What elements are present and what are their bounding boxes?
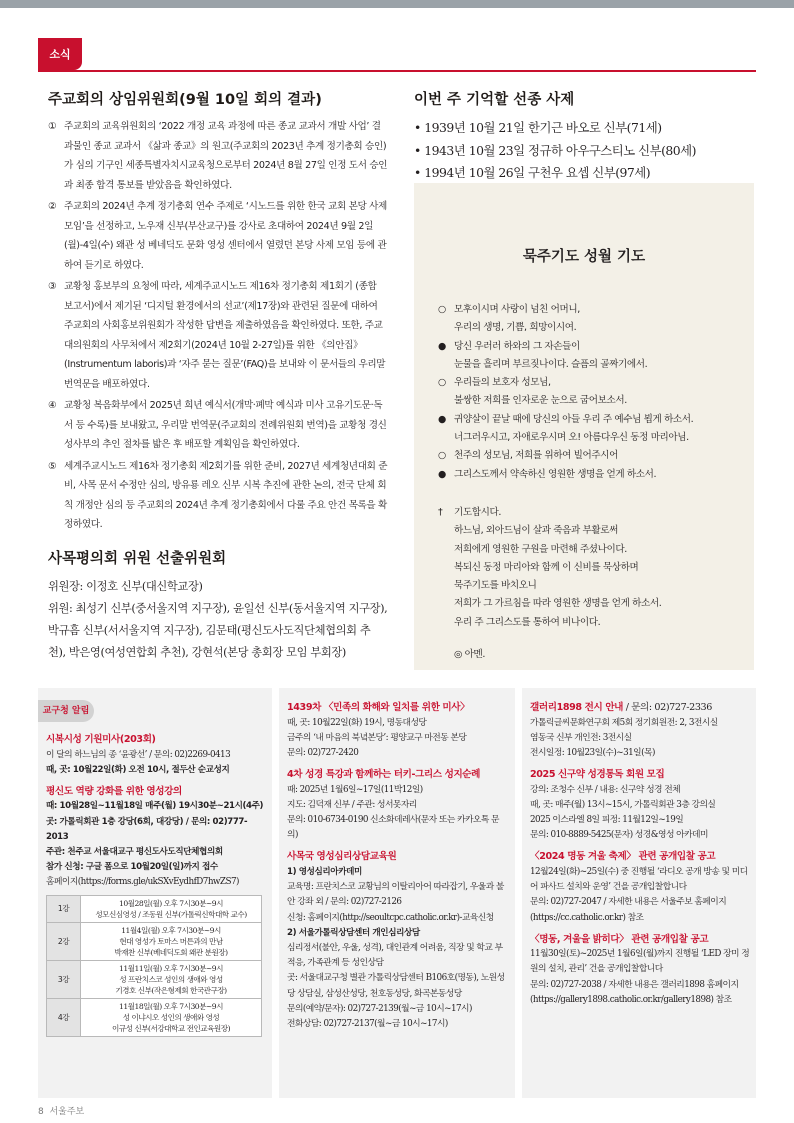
- table-row: [47, 960, 262, 998]
- notice-text: 때: 10월28일~11월18일 매주(월) 19시30분~21시(4주): [46, 801, 264, 812]
- prayer-title: 묵주기도 성월 기도: [522, 249, 646, 265]
- notice-text: 가톨릭글씨문화연구회 제5회 정기회원전: 2, 3전시실: [530, 717, 718, 728]
- table-row: [47, 922, 262, 960]
- notice-text: 2025 이스라엘 8일 피정: 11월12일~19일: [530, 815, 684, 826]
- notice-title: 시복시성 기원미사(203회): [46, 734, 156, 745]
- bulletin-column-1: [38, 688, 272, 1098]
- notice-text: 문의: 02)727-2038 / 자세한 내용은 갤러리1898 홈페이지(https://gallery1898.catholic.or.kr/gallery1898) 참조: [530, 979, 739, 1005]
- notice-text: 곳: 가톨릭회관 1층 강당(6회, 대강당) / 문의: 02)777-2013: [46, 816, 248, 842]
- election-title: 사목평의회 위원 선출위원회: [48, 550, 227, 567]
- notice-link[interactable]: 신청: 홈페이지(http://seoultcpc.catholic.or.kr)-교육신청: [287, 912, 494, 923]
- notice-text: 교육명: 프란치스코 교황님의 이탈리아어 따라잡기, 우울과 불안 강좌 외 / 문의: 02)727-2126: [287, 882, 504, 908]
- election-chair: 위원장: 이정호 신부(대신학교장): [48, 579, 203, 593]
- notice-title: 평신도 역량 강화를 위한 영성강의: [46, 785, 182, 797]
- closing-line: † 기도합시다.: [436, 504, 741, 522]
- item-number: ①: [48, 121, 57, 132]
- page-footer: [38, 1104, 84, 1117]
- bulletin-section: [38, 688, 756, 1098]
- committee-item: [48, 396, 388, 455]
- notice-text: 때: 2025년 1월6일~17일(11박12일): [287, 784, 423, 795]
- session-label: 4강: [47, 998, 81, 1036]
- session-detail: 10월28일(월) 오후 7시30분~9시 성모신심영성 / 조동원 신부(가톨릭신학대학 교수): [81, 895, 262, 922]
- prayer-line: ○ 모후이시며 사랑이 넘친 어머니,: [436, 301, 741, 319]
- left-column: [48, 88, 388, 664]
- notice-title: 〈명동, 겨울을 밝히다〉 관련 공개입찰 공고: [530, 933, 709, 945]
- notice-text: 문의: 010-8889-5425(문자) 성경&영성 아카데미: [530, 830, 708, 841]
- anniversary-item: • 1943년 10월 23일 정규하 아우구스티노 신부(80세): [414, 142, 696, 158]
- committee-item: [48, 277, 388, 394]
- notice-text: 금주의 ‘내 마음의 북녘본당’: 평양교구 마전동 본당: [287, 732, 467, 743]
- item-number: ④: [48, 400, 57, 411]
- section-rule: [38, 70, 756, 72]
- notice-text: 이 달의 하느님의 종 ‘윤광선’ / 문의: 02)2269-0413: [46, 749, 231, 760]
- right-column: [414, 88, 754, 185]
- prayer-body: [436, 301, 741, 664]
- committee-list: [48, 117, 388, 535]
- leader-mark: ○: [438, 304, 446, 315]
- notice-text: 강의: 조청수 신부 / 내용: 신구약 성경 전체: [530, 784, 681, 795]
- session-detail: 11월11일(월) 오후 7시30분~9시 성 프란치스코 성인의 생애와 영성 기경호 신부(작은형제회 한국관구장): [81, 960, 262, 998]
- notice-title: 갤러리1898 전시 안내 / 문의: 02)727-2336: [530, 702, 712, 713]
- bulletin-tab: 교구청 알림: [38, 700, 94, 722]
- item-text: 교황청 복음화부에서 2025년 희년 예식서(개막·폐막 예식과 미사 고유기도문·독서 등 수록)를 보내왔고, 우리말 번역문(주교회의 전례위원회 번역)을 교황청 경신성사부의 추인 절차를 밟은 후 배포할 계획임을 확인하였다.: [64, 400, 387, 450]
- anniversary-title: 이번 주 기억할 선종 사제: [414, 92, 575, 108]
- publication-name: 서울주보: [49, 1107, 85, 1117]
- notice-text: 참가 신청: 구글 폼으로 10월20일(일)까지 접수: [46, 862, 218, 873]
- notice-text: 주관: 천주교 서울대교구 평신도사도직단체협의회: [46, 847, 223, 858]
- closing-line: 저희에게 영원한 구원을 마련해 주셨나이다.: [454, 543, 627, 555]
- session-label: 3강: [47, 960, 81, 998]
- committee-item: [48, 197, 388, 275]
- bulletin-column-3: [522, 688, 756, 1098]
- closing-line: 저희가 그 가르침을 따라 영원한 생명을 얻게 하소서.: [454, 598, 662, 610]
- prayer-line: ○ 우리들의 보호자 성모님,: [438, 377, 551, 389]
- item-text: 교황청 홍보부의 요청에 따라, 세계주교시노드 제16차 정기총회 제1회기 (종합 보고서)에서 제기된 ‘디지털 환경에서의 선교’(제17장)와 관련된 질문에 대하여 주교회의 사회홍보위원회가 작성한 답변을 제출하였음을 확인하였다. 또한, 주교대의원회의 사무처에서 제2회기(2024년 10월 2-27일)를 위한 《의안집》(Instrumentum laboris)과 ‘자주 묻는 질문’(FAQ)을 보내와 이 문서들의 우리말 번역문을 배포하였다.: [64, 281, 386, 390]
- notice-subtitle: 2) 서울가톨릭상담센터 개인심리상담: [287, 927, 420, 938]
- notice-title: 4차 성경 특강과 함께하는 터키-그리스 성지순례: [287, 769, 481, 781]
- notice-text: 때, 곳: 10월22일(화) 19시, 명동대성당: [287, 717, 427, 728]
- item-number: ②: [48, 201, 57, 212]
- anniversary-item: • 1994년 10월 26일 구천우 요셉 신부(97세): [414, 165, 651, 180]
- closing-line: 하느님, 외아드님이 살과 죽음과 부활로써: [454, 525, 618, 537]
- session-detail: 11월4일(월) 오후 7시30분~9시 현대 영성가 토마스 머튼과의 만남 박재찬 신부(베네딕도회 왜관 분원장): [81, 922, 262, 960]
- top-bar: [0, 0, 794, 8]
- item-number: ③: [48, 281, 57, 292]
- lecture-schedule-table: [46, 895, 262, 1037]
- prayer-line: 눈물을 흘리며 부르짖나이다. 슬픔의 골짜기에서.: [454, 358, 648, 370]
- anniversary-text: 1943년 10월 23일 정규하 아우구스티노 신부(80세): [424, 142, 696, 158]
- notice-title: 2025 신구약 성경통독 회원 모집: [530, 769, 665, 781]
- session-label: 1강: [47, 895, 81, 922]
- prayer-line: ○ 천주의 성모님, 저희를 위하여 빌어주시어: [438, 450, 618, 462]
- notice-text: 때, 곳: 10월22일(화) 오전 10시, 절두산 순교성지: [46, 764, 230, 775]
- item-number: ⑤: [48, 460, 57, 472]
- notice-text: 12월24일(화)~25일(수) 중 진행될 ‘라디오 공개 방송 및 미디어 파사드 설치와 운영’ 건을 공개입찰합니다: [530, 866, 748, 893]
- cross-icon: †: [438, 506, 443, 518]
- committee-title: 주교회의 상임위원회(9월 10일 회의 결과): [48, 92, 322, 108]
- amen-line: ◎ 아멘.: [454, 649, 486, 661]
- notice-text: 곳: 서울대교구청 별관 가톨릭상담센터 B106호(명동), 노원성당 상담실, 삼성산성당, 천호동성당, 화곡본동성당: [287, 973, 505, 999]
- bulletin-column-2: [279, 688, 515, 1098]
- prayer-box: [414, 183, 754, 670]
- notice-text: 전시일정: 10월23일(수)~31일(목): [530, 747, 655, 758]
- closing-line: 묵주기도를 바치오니: [454, 580, 537, 592]
- notice-text: 심리정서(불안, 우울, 성격), 대인관계 어려움, 직장 및 학교 부적응, 가족관계 등 성인상담: [287, 942, 503, 969]
- session-label: 2강: [47, 922, 81, 960]
- notice-subtitle: 1) 영성심리아카데미: [287, 866, 362, 877]
- notice-text: 문의: 02)727-2047 / 자세한 내용은 서울주보 홈페이지(https://cc.catholic.or.kr) 참조: [530, 897, 727, 923]
- committee-item: [48, 117, 388, 195]
- notice-title: 1439차 〈민족의 화해와 일치를 위한 미사〉: [287, 702, 470, 713]
- notice-text: 때, 곳: 매주(월) 13시~15시, 가톨릭회관 3층 강의실: [530, 799, 716, 810]
- anniversary-item: • 1939년 10월 21일 한기근 바오로 신부(71세): [414, 120, 662, 135]
- session-detail: 11월18일(월) 오후 7시30분~9시 성 이냐시오 성인의 생애와 영성 이규성 신부(서강대학교 전인교육원장): [81, 998, 262, 1036]
- anniversary-text: 1939년 10월 21일 한기근 바오로 신부(71세): [424, 120, 662, 135]
- item-text: 주교회의 2024년 추계 정기총회 연수 주제로 ‘시노드를 위한 한국 교회 본당 사제 모임’을 선정하고, 노우재 신부(부산교구)를 강사로 초대하여 2024년 9월 2일(월)-4일(수) 왜관 성 베네딕도 문화 영성 센터에서 열렸던 본당 사제 모임 등에 관하여 듣기로 하였다.: [64, 201, 387, 271]
- notice-text: 전화상담: 02)727-2137(월~금 10시~17시): [287, 1018, 448, 1029]
- notice-link[interactable]: 홈페이지(https://forms.gle/ukSXvEydhfD7hwZS7): [46, 877, 239, 888]
- prayer-line: ● 귀양살이 끝날 때에 당신의 아들 우리 주 예수님 뵙게 하소서.: [438, 413, 694, 425]
- anniversary-text: 1994년 10월 26일 구천우 요셉 신부(97세): [424, 165, 651, 180]
- notice-text: 문의(예약/문자): 02)727-2139(월~금 10시~17시): [287, 1003, 472, 1014]
- closing-line: 복되신 동정 마리아와 함께 이 신비를 묵상하며: [454, 561, 639, 573]
- notice-text: 문의: 02)727-2420: [287, 747, 359, 758]
- prayer-line: 너그러우시고, 자애로우시며 오! 아름다우신 동정 마리아님.: [454, 432, 689, 444]
- prayer-line: ● 그리스도께서 약속하신 영원한 생명을 얻게 하소서.: [438, 468, 657, 480]
- notice-title: 사목국 영성심리상담교육원: [287, 851, 397, 863]
- closing-line: 우리 주 그리스도를 통하여 비나이다.: [454, 616, 601, 628]
- item-text: 주교회의 교육위원회의 ‘2022 개정 교육 과정에 따른 종교 교과서 개발 사업’ 결과물인 종교 교과서 《삶과 종교》의 원고(주교회의 2023년 추계 정기총회 승인)가 심의 기구인 세종특별자치시교육청으로부터 2024년 8월 27일 인정 도서 승인과 최종 합격 통보를 받았음을 확인하였다.: [64, 121, 388, 191]
- election-members: 위원: 최성기 신부(중서울지역 지구장), 윤일선 신부(동서울지역 지구장), 박규흠 신부(서서울지역 지구장), 김문태(평신도사도직단체협의회 추천), 박은영(여성연합회 추천), 강현석(본당 총회장 모임 부회장): [48, 601, 388, 659]
- committee-item: [48, 457, 388, 535]
- prayer-line: ● 당신 우러러 하와의 그 자손들이: [436, 338, 741, 356]
- response-mark: ●: [438, 340, 446, 352]
- notice-text: 11월30일(토)~2025년 1월6일(월)까지 진행될 ‘LED 장미 정원의 설치, 관리’ 건을 공개입찰합니다: [530, 949, 750, 975]
- prayer-line: 불쌍한 저희를 인자로운 눈으로 굽어보소서.: [454, 395, 627, 407]
- prayer-line: 우리의 생명, 기쁨, 희망이시여.: [454, 322, 577, 334]
- anniversary-list: [414, 117, 754, 185]
- page-number: 8: [38, 1107, 44, 1117]
- notice-text: 염동국 신부 개인전: 3전시실: [530, 732, 632, 743]
- item-text: 세계주교시노드 제16차 정기총회 제2회기를 위한 준비, 2027년 세계청년대회 준비, 사목 문서 수정안 심의, 방유룡 레오 신부 시복 추진에 관한 논의, 전국 단체 회칙 개정안 심의 등 주교회의 2024년 추계 정기총회에서 다룰 주요 안건 목록을 확정하였다.: [64, 460, 388, 530]
- notice-text: 지도: 김덕재 신부 / 주관: 성서못자리: [287, 799, 417, 810]
- notice-title: 〈2024 명동 겨울 축제〉 관련 공개입찰 공고: [530, 851, 716, 863]
- table-row: [47, 895, 262, 922]
- section-tab: 소식: [38, 38, 82, 70]
- table-row: [47, 998, 262, 1036]
- notice-text: 문의: 010-6734-0190 신소화데레사(문자 또는 카카오톡 문의): [287, 815, 500, 841]
